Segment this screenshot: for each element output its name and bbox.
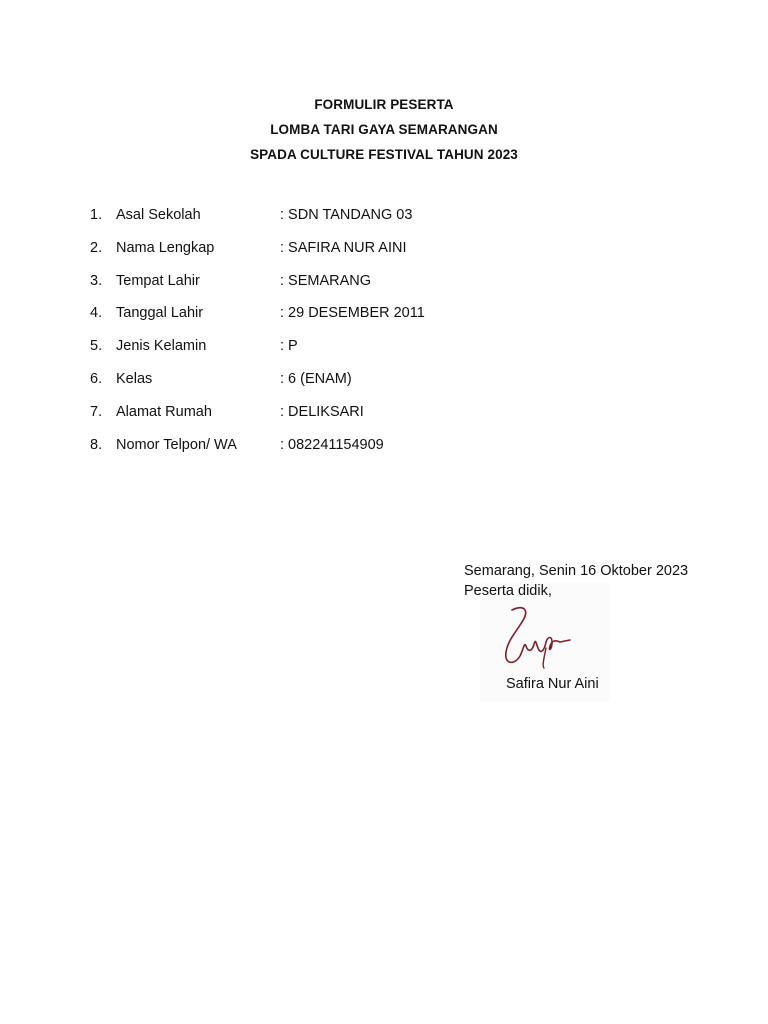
- field-value: : 6 (ENAM): [280, 370, 352, 387]
- row-number: 7.: [90, 403, 103, 420]
- field-value: : DELIKSARI: [280, 403, 364, 420]
- row-number: 1.: [90, 207, 103, 223]
- row-number: 4.: [90, 305, 103, 322]
- signature-stroke: [506, 608, 570, 663]
- field-value: : SDN TANDANG 03: [280, 207, 413, 223]
- row-number: 2.: [90, 239, 103, 256]
- form-row-nomor-telpon: [90, 434, 690, 467]
- form-row-alamat-rumah: [90, 401, 690, 434]
- row-number: 3.: [90, 272, 103, 289]
- form-row-asal-sekolah: [90, 204, 690, 237]
- field-value: : SEMARANG: [280, 272, 372, 289]
- field-label: Asal Sekolah: [116, 207, 201, 223]
- field-label: Alamat Rumah: [116, 403, 212, 420]
- document-title: [0, 92, 768, 167]
- field-value: : SAFIRA NUR AINI: [280, 239, 407, 256]
- participant-form-list: [90, 204, 690, 466]
- signer-role: Peserta didik,: [464, 583, 552, 599]
- handwritten-signature: [486, 602, 596, 672]
- title-line-2: LOMBA TARI GAYA SEMARANGAN: [270, 122, 498, 137]
- title-line-3: SPADA CULTURE FESTIVAL TAHUN 2023: [250, 147, 518, 162]
- field-label: Jenis Kelamin: [116, 338, 207, 355]
- row-number: 8.: [90, 436, 103, 453]
- form-row-tanggal-lahir: [90, 302, 690, 335]
- field-value: : 082241154909: [280, 436, 384, 453]
- field-value: : 29 DESEMBER 2011: [280, 305, 425, 322]
- form-row-kelas: [90, 368, 690, 401]
- title-line-1: FORMULIR PESERTA: [314, 97, 454, 112]
- form-row-tempat-lahir: [90, 270, 690, 303]
- field-label: Nomor Telpon/ WA: [116, 436, 237, 453]
- field-label: Tempat Lahir: [116, 272, 200, 289]
- field-value: : P: [280, 338, 298, 355]
- form-row-nama-lengkap: [90, 237, 690, 270]
- signature-stroke: [543, 648, 546, 668]
- row-number: 6.: [90, 370, 103, 387]
- field-label: Kelas: [116, 370, 153, 387]
- row-number: 5.: [90, 338, 103, 355]
- signature-block: [464, 561, 744, 601]
- field-label: Nama Lengkap: [116, 239, 215, 256]
- place-date: Semarang, Senin 16 Oktober 2023: [464, 563, 689, 579]
- form-row-jenis-kelamin: [90, 335, 690, 368]
- field-label: Tanggal Lahir: [116, 305, 204, 322]
- signer-name: Safira Nur Aini: [506, 676, 599, 692]
